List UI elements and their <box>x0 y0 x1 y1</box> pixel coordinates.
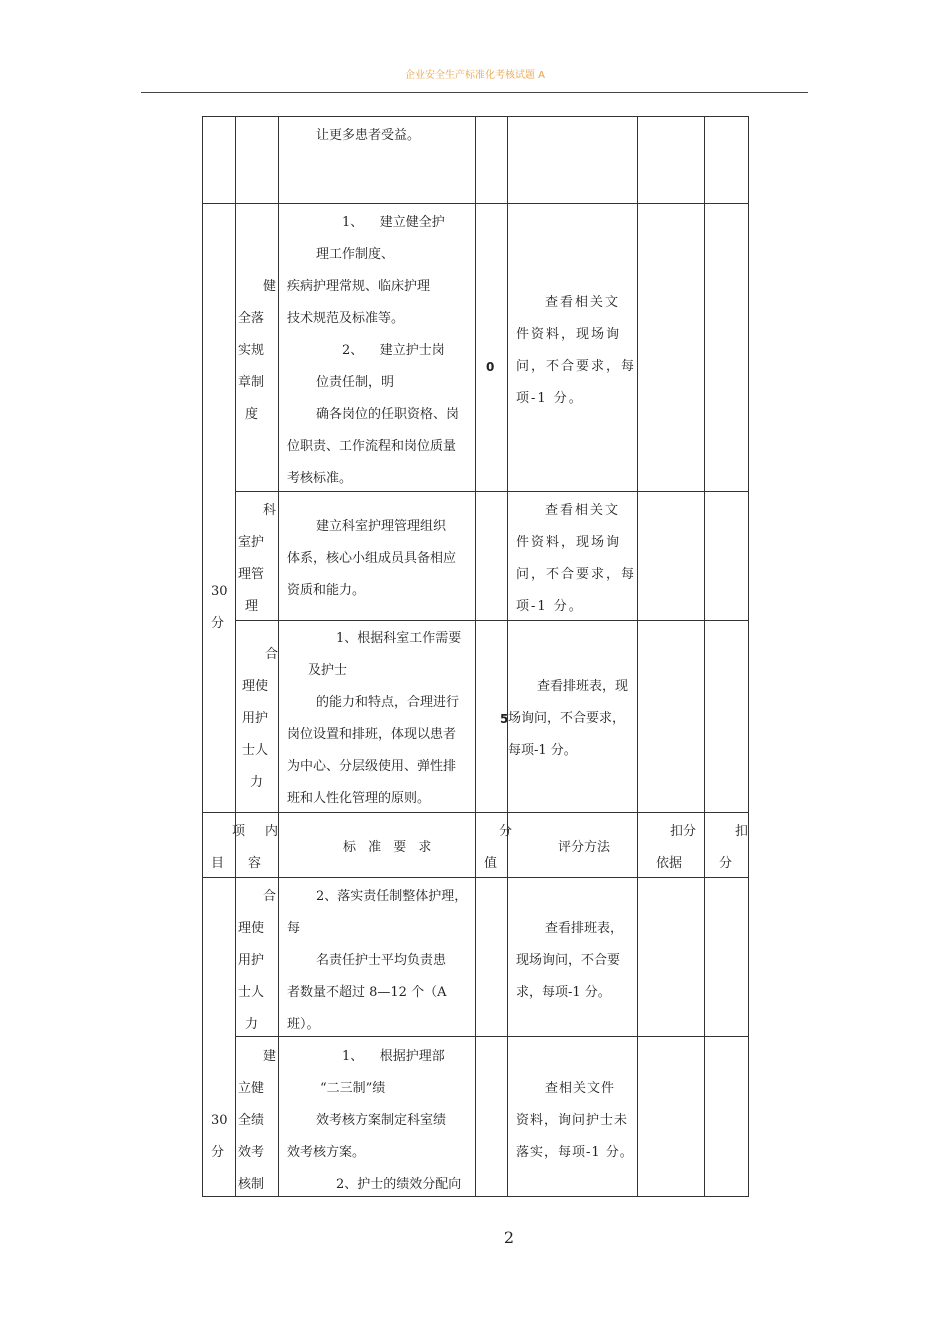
item-text: 章制 <box>238 375 265 390</box>
score-group-text: 分 <box>211 616 225 631</box>
method-text: 项-1 分。 <box>516 391 584 406</box>
item-text: 科 <box>263 503 277 518</box>
header-rule <box>141 92 808 93</box>
standard-text: 班）。 <box>287 1017 320 1032</box>
method-text: 件资料，现场询 <box>516 327 622 342</box>
item-text: 士人 <box>242 743 269 758</box>
table-cell <box>235 116 279 204</box>
item-text: 立健 <box>238 1081 265 1096</box>
basis-cell <box>637 491 705 621</box>
standard-text: “二三制”绩 <box>320 1081 386 1096</box>
standard-text: 1、根据科室工作需要 <box>336 631 462 646</box>
header-text: 项 <box>232 824 246 839</box>
method-text: 资料，询问护士未 <box>516 1113 629 1128</box>
item-text: 用护 <box>242 711 269 726</box>
header-text: 扣分 <box>670 824 697 839</box>
header-text: 标 准 要 求 <box>343 840 436 855</box>
standard-text: 疾病护理常规、临床护理 <box>287 279 431 294</box>
score-text: 0 <box>486 360 495 374</box>
standard-text: 让更多患者受益。 <box>316 128 421 143</box>
score-group-text: 30 <box>211 584 228 599</box>
standard-text: 的能力和特点，合理进行 <box>316 695 460 710</box>
method-text: 问，不合要求，每 <box>516 359 637 374</box>
score-cell <box>475 203 508 492</box>
deduct-cell <box>704 877 749 1037</box>
item-text: 全落 <box>238 311 265 326</box>
item-text: 力 <box>250 775 264 790</box>
item-text: 理使 <box>238 921 265 936</box>
basis-cell <box>637 877 705 1037</box>
standard-text: 每 <box>287 921 301 936</box>
header-text: 分 <box>719 856 733 871</box>
standard-text: 技术规范及标准等。 <box>287 311 405 326</box>
header-text: 值 <box>484 856 498 871</box>
page-header: 企业安全生产标准化考核试题 A <box>404 70 546 81</box>
basis-cell <box>637 1036 705 1197</box>
score-group-text: 分 <box>211 1145 225 1160</box>
method-text: 查看排班表，现 <box>537 679 629 694</box>
score-cell <box>475 491 508 621</box>
header-text: 容 <box>248 856 262 871</box>
header-text: 扣 <box>735 824 749 839</box>
method-text: 件资料，现场询 <box>516 535 622 550</box>
standard-text: 建立科室护理管理组织 <box>316 519 447 534</box>
standard-text: 理工作制度、 <box>316 247 395 262</box>
method-text: 查看相关文 <box>545 503 621 518</box>
item-text: 健 <box>263 279 277 294</box>
table-cell <box>475 116 508 204</box>
item-text: 实规 <box>238 343 265 358</box>
standard-text: 资质和能力。 <box>287 583 366 598</box>
standard-text: 名责任护士平均负责患 <box>316 953 447 968</box>
standard-text: 2、落实责任制整体护理， <box>316 889 468 904</box>
standard-text: 确各岗位的任职资格、岗 <box>316 407 460 422</box>
table-cell <box>704 116 749 204</box>
header-text: 分 <box>499 824 513 839</box>
deduct-cell <box>704 620 749 813</box>
standard-text: 位责任制，明 <box>316 375 395 390</box>
method-text: 项-1 分。 <box>516 599 584 614</box>
header-text: 依据 <box>656 856 683 871</box>
standard-text: 2、 建立护士岗 <box>342 343 445 358</box>
item-text: 理管 <box>238 567 265 582</box>
header-text: 目 <box>211 856 225 871</box>
header-text: 评分方法 <box>558 840 611 855</box>
table-cell <box>202 116 236 204</box>
basis-cell <box>637 203 705 492</box>
table-cell <box>637 116 705 204</box>
item-text: 效考 <box>238 1145 265 1160</box>
standard-text: 者数量不超过 8—12 个（A <box>287 985 447 1000</box>
standard-text: 考核标准。 <box>287 471 353 486</box>
item-text: 力 <box>245 1017 259 1032</box>
page-number: 2 <box>503 1228 515 1247</box>
method-text: 求，每项-1 分。 <box>516 985 611 1000</box>
score-group-text: 30 <box>211 1113 228 1128</box>
item-text: 理 <box>245 599 259 614</box>
method-text: 场询问，不合要求， <box>508 711 626 726</box>
method-text: 现场询问，不合要 <box>516 953 621 968</box>
standard-text: 及护士 <box>308 663 348 678</box>
standard-text: 1、 根据护理部 <box>342 1049 445 1064</box>
deduct-cell <box>704 203 749 492</box>
method-text: 落实，每项-1 分。 <box>516 1145 634 1160</box>
standard-text: 为中心、分层级使用、弹性排 <box>287 759 457 774</box>
score-group-cell <box>202 203 236 813</box>
deduct-cell <box>704 1036 749 1197</box>
item-text: 理使 <box>242 679 269 694</box>
item-text: 度 <box>245 407 259 422</box>
item-text: 合 <box>265 647 279 662</box>
item-text: 建 <box>263 1049 277 1064</box>
standard-text: 效考核方案。 <box>287 1145 366 1160</box>
item-text: 用护 <box>238 953 265 968</box>
standard-text: 位职责、工作流程和岗位质量 <box>287 439 457 454</box>
standard-text: 体系，核心小组成员具备相应 <box>287 551 457 566</box>
deduct-cell <box>704 491 749 621</box>
method-text: 查相关文件 <box>545 1081 616 1096</box>
score-text: 5 <box>500 712 509 726</box>
standard-text: 岗位设置和排班，体现以患者 <box>287 727 457 742</box>
standard-text: 1、 建立健全护 <box>342 215 445 230</box>
score-cell <box>475 1036 508 1197</box>
score-cell <box>475 877 508 1037</box>
basis-cell <box>637 620 705 813</box>
item-text: 合 <box>263 889 277 904</box>
table-cell <box>507 116 638 204</box>
item-text: 全绩 <box>238 1113 265 1128</box>
method-text: 每项-1 分。 <box>508 743 577 758</box>
method-text: 查看排班表， <box>545 921 624 936</box>
item-text: 士人 <box>238 985 265 1000</box>
item-text: 核制 <box>238 1177 265 1192</box>
item-text: 室护 <box>238 535 265 550</box>
standard-text: 效考核方案制定科室绩 <box>316 1113 447 1128</box>
method-text: 问，不合要求，每 <box>516 567 637 582</box>
standard-text: 2、护士的绩效分配向 <box>336 1177 462 1192</box>
header-text: 内 <box>265 824 279 839</box>
standard-text: 班和人性化管理的原则。 <box>287 791 431 806</box>
method-text: 查看相关文 <box>545 295 621 310</box>
